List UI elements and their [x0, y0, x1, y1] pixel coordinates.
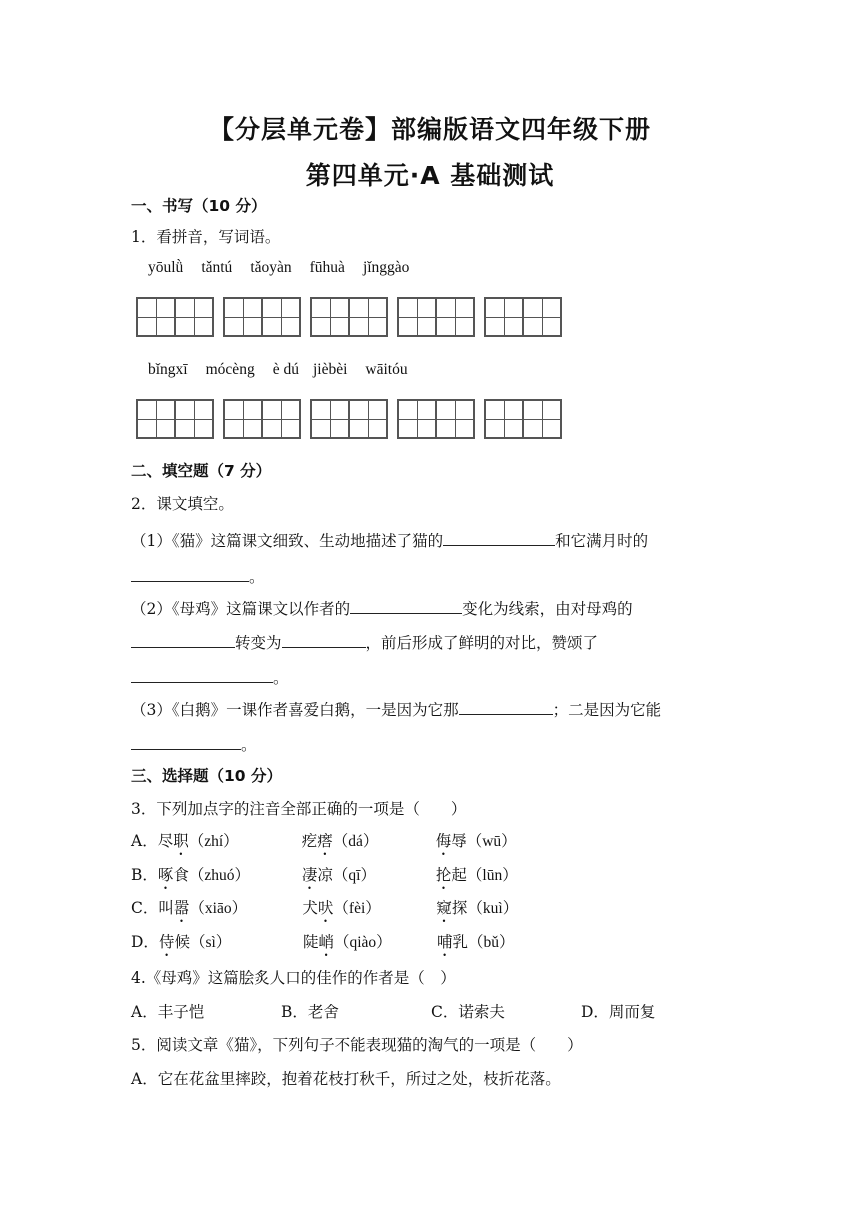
writing-box[interactable]: [223, 399, 299, 439]
fill-line-2c: [131, 666, 289, 688]
question-3-option-c[interactable]: [131, 898, 718, 918]
word-with-pinyin: 哺乳（bǔ）: [436, 933, 515, 951]
answer-blank[interactable]: [459, 698, 553, 715]
writing-box[interactable]: [484, 297, 560, 337]
word-with-pinyin: 犬吠（fèi）: [302, 899, 381, 917]
exam-subtitle: 第四单元·A 基础测试: [305, 161, 555, 190]
word-with-pinyin: 凄凉（qī）: [301, 866, 376, 884]
text: ；二是因为它能: [552, 701, 662, 719]
option-a[interactable]: A．丰子恺: [131, 1003, 205, 1021]
writing-box[interactable]: [223, 297, 299, 337]
fill-line-3: [131, 698, 661, 720]
option-label: B．: [131, 866, 158, 884]
question-4-options: [131, 1002, 655, 1022]
writing-box[interactable]: [484, 399, 560, 439]
pinyin-word: jǐnggào: [362, 259, 410, 276]
option-c[interactable]: C．诺索夫: [431, 1003, 505, 1021]
question-2: 2．课文填空。: [131, 495, 234, 513]
writing-box[interactable]: [397, 297, 473, 337]
text: 。: [249, 568, 265, 586]
fill-line-2: [131, 597, 633, 619]
word-with-pinyin: 窥探（kuì）: [436, 899, 519, 917]
answer-blank[interactable]: [443, 529, 555, 546]
word-with-pinyin: 陡峭（qiào）: [302, 933, 392, 951]
section-3-heading: 三、选择题（10 分）: [131, 767, 282, 785]
option-label: C．: [131, 899, 159, 917]
writing-box[interactable]: [397, 399, 473, 439]
word-with-pinyin: 啄食（zhuó）: [157, 866, 251, 884]
text: 变化为线索，由对母鸡的: [462, 600, 633, 618]
answer-blank[interactable]: [282, 631, 366, 648]
pinyin-row-2: [148, 361, 426, 379]
word-with-pinyin: 叫嚣（xiāo）: [158, 899, 248, 917]
pinyin-row-1: [148, 259, 427, 277]
question-3: 3．下列加点字的注音全部正确的一项是（ ）: [131, 800, 467, 818]
answer-blank[interactable]: [131, 666, 273, 683]
writing-box[interactable]: [310, 399, 386, 439]
text: 。: [273, 669, 289, 687]
question-1: 1．看拼音，写词语。: [131, 228, 281, 246]
option-d[interactable]: D．周而复: [581, 1003, 656, 1021]
pinyin-word: tǎntú: [201, 259, 233, 276]
answer-blank[interactable]: [131, 631, 235, 648]
pinyin-word: mócèng: [205, 361, 255, 378]
question-3-option-d[interactable]: [131, 932, 719, 952]
question-3-option-b[interactable]: [131, 865, 718, 885]
answer-blank[interactable]: [131, 565, 249, 582]
answer-blank[interactable]: [131, 733, 241, 750]
text: 。: [241, 736, 257, 754]
question-4: 4.《母鸡》这篇脍炙人口的佳作的作者是（ ）: [131, 969, 456, 987]
question-3-option-a[interactable]: [131, 831, 718, 851]
pinyin-word: bǐngxī: [148, 361, 188, 378]
question-5: 5．阅读文章《猫》，下列句子不能表现猫的淘气的一项是（ ）: [131, 1036, 583, 1054]
section-2-heading: 二、填空题（7 分）: [131, 462, 272, 480]
pinyin-word: è dú: [272, 361, 299, 378]
word-with-pinyin: 尽职（zhí）: [157, 832, 239, 850]
pinyin-word: wāitóu: [365, 361, 408, 378]
writing-grid-row-1: [136, 297, 571, 337]
text: （1）《猫》这篇课文细致、生动地描述了猫的: [131, 532, 444, 550]
section-1-heading: 一、书写（10 分）: [131, 197, 267, 215]
text: 和它满月时的: [555, 532, 649, 550]
fill-line-1b: [131, 565, 265, 587]
writing-box[interactable]: [136, 399, 212, 439]
text: ，前后形成了鲜明的对比，赞颂了: [365, 634, 599, 652]
question-5-option-a[interactable]: A．它在花盆里摔跤，抱着花枝打秋千，所过之处，枝折花落。: [131, 1070, 561, 1088]
answer-blank[interactable]: [350, 597, 462, 614]
text: （3）《白鹅》一课作者喜爱白鹅，一是因为它那: [131, 701, 459, 719]
fill-line-3b: [131, 733, 257, 755]
word-with-pinyin: 侮辱（wū）: [435, 832, 517, 850]
text: 转变为: [235, 634, 282, 652]
word-with-pinyin: 疙瘩（dá）: [301, 832, 379, 850]
option-label: D．: [131, 933, 159, 951]
option-label: A．: [131, 832, 158, 850]
writing-box[interactable]: [136, 297, 212, 337]
exam-title: 【分层单元卷】部编版语文四年级下册: [208, 115, 651, 144]
text: （2）《母鸡》这篇课文以作者的: [131, 600, 351, 618]
word-with-pinyin: 抡起（lūn）: [435, 866, 518, 884]
word-with-pinyin: 侍候（sì）: [158, 933, 232, 951]
pinyin-word: jièbèi: [312, 361, 348, 378]
fill-line-1: [131, 529, 648, 551]
fill-line-2b: [131, 631, 598, 653]
writing-grid-row-2: [136, 399, 571, 439]
writing-box[interactable]: [310, 297, 386, 337]
pinyin-word: tǎoyàn: [250, 259, 292, 276]
option-b[interactable]: B．老舍: [281, 1003, 339, 1021]
pinyin-word: fūhuà: [309, 259, 345, 276]
pinyin-word: yōulǜ: [148, 259, 184, 276]
